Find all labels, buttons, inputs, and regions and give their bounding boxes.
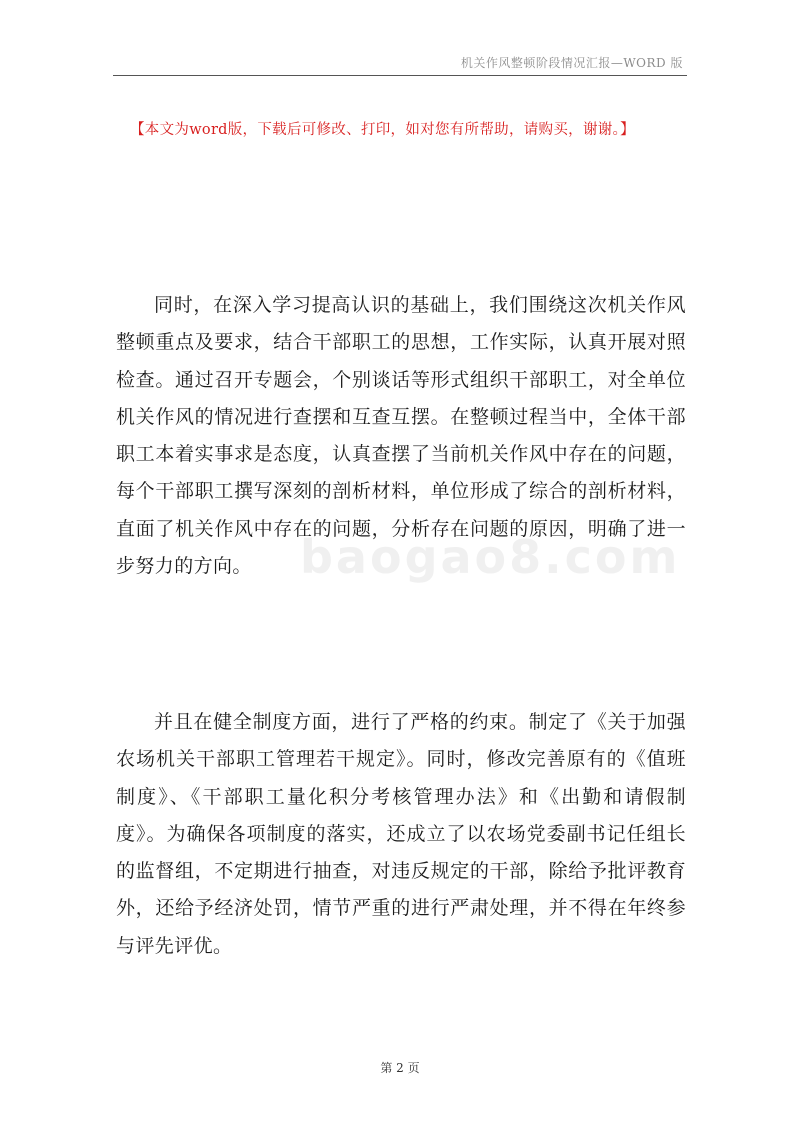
- purchase-notice: 【本文为word版，下载后可修改、打印，如对您有所帮助，请购买，谢谢。】: [130, 122, 635, 138]
- running-header: 机关作风整顿阶段情况汇报—WORD 版: [460, 56, 683, 70]
- body-paragraph-1: 同时，在深入学习提高认识的基础上，我们围绕这次机关作风整顿重点及要求，结合干部职工的思想，工作实际，认真开展对照检查。通过召开专题会，个别谈话等形式组织干部职工，对全单位机关作风的情况进行查摆和互查互摆。在整顿过程当中，全体干部职工本着实事求是态度，认真查摆了当前机关作风中存在的问题，每个干部职工撰写深刻的剖析材料，单位形成了综合的剖析材料，直面了机关作风中存在的问题，分析存在问题的原因，明确了进一步努力的方向。: [116, 294, 686, 578]
- body-paragraph-2: 并且在健全制度方面，进行了严格的约束。制定了《关于加强农场机关干部职工管理若干规定》。同时，修改完善原有的《值班制度》、《干部职工量化积分考核管理办法》和《出勤和请假制度》。为确保各项制度的落实，还成立了以农场党委副书记任组长的监督组，不定期进行抽查，对违反规定的干部，除给予批评教育外，还给予经济处罚，情节严重的进行严肃处理，并不得在年终参与评先评优。: [116, 711, 686, 957]
- header-divider: [113, 75, 687, 76]
- site-watermark: baogao8.com: [300, 530, 681, 584]
- page-number: 第 2 页: [380, 1061, 420, 1075]
